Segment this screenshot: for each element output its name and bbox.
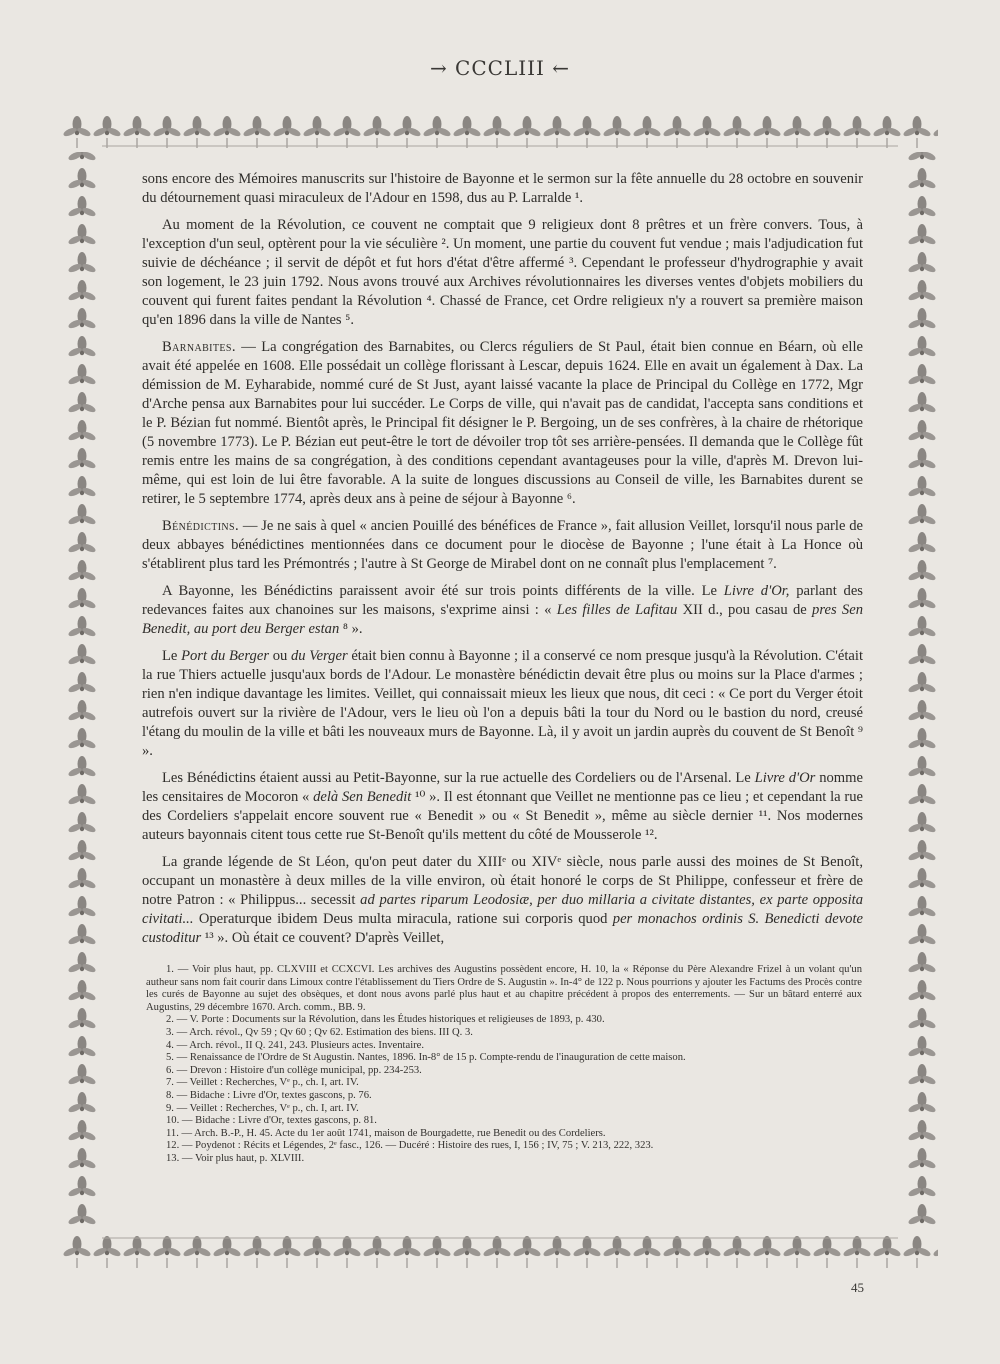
footnote: 12. — Poydenot : Récits et Légendes, 2ᵉ fasc., 126. — Ducéré : Histoire des rues, I, 156 ; IV, 75 ; V. 213, 222, 323. — [166, 1140, 654, 1152]
footnote: 4. — Arch. révol., II Q. 241, 243. Plusieurs actes. Inventaire. — [166, 1039, 425, 1051]
footnote: 11. — Arch. B.-P., H. 45. Acte du 1er août 1741, maison de Bourgadette, rue Benedit ou des Cordeliers. — [166, 1127, 606, 1139]
footnotes — [146, 964, 862, 1166]
section-heading: Barnabites. — [162, 339, 236, 355]
paragraph: Les Bénédictins étaient aussi au Petit-Bayonne, sur la rue actuelle des Cordeliers ou de l'Arsenal. Le Livre d'Or nomme les censitaires de Mocoron « delà Sen Benedit ¹⁰ ». Il est étonnant que Veillet ne mentionne pas ce lieu ; et cependant la rue des Cordeliers s'appelait encore souvent rue « Benedit » ou « St Benedit », même au siècle dernier ¹¹. Nos modernes auteurs bayonnais citent tous cette rue St-Benoît qu'ils mettent du côté de Mousserole ¹². — [142, 770, 863, 843]
paragraph: Barnabites. — La congrégation des Barnabites, ou Clercs réguliers de St Paul, était bien connue en Béarn, où elle avait été appelée en 1608. Elle possédait un collège florissant à Lescar, depuis 1624. Elle en avait un également à Dax. La démission de M. Eyharabide, nommé curé de St Just, ayant laissé vacante la place de Principal du Collège en 1772, Mgr d'Arche pensa aux Barnabites pour lui succéder. Le Corps de ville, qui n'avait pas de candidat, l'accepta sans conditions et le P. Bézian fut nommé. Bientôt après, le Principal fit désigner le P. Bergoing, un de ses confrères, à la chaire de rhétorique (5 novembre 1773). Le P. Bézian eut peut-être le tort de dévoiler trop tôt ses arrière-pensées. Il demanda que le Collège fût remis entre les mains de sa congrégation, à des conditions cependant avantageuses pour la ville, d'après M. Drevon lui-même, qui est loin de lui être favorable. A la suite de longues discussions au Conseil de ville, les Barnabites durent se retirer, le 5 septembre 1774, après deux ans à peine de séjour à Bayonne ⁶. — [142, 339, 863, 507]
footnote: 9. — Veillet : Recherches, Vᵉ p., ch. I, art. IV. — [166, 1102, 359, 1114]
paragraph: A Bayonne, les Bénédictins paraissent avoir été sur trois points différents de la ville. Le Livre d'Or, parlant des redevances faites aux chanoines sur les maisons, s'exprime ainsi : « Les filles de Lafitau XII d., pou casau de pres Sen Benedit, au port deu Berger estan ⁸ ». — [142, 583, 863, 637]
footnote: 7. — Veillet : Recherches, Vᵉ p., ch. I, art. IV. — [166, 1077, 359, 1089]
paragraph: La grande légende de St Léon, qu'on peut dater du XIIIᵉ ou XIVᵉ siècle, nous parle aussi des moines de St Benoît, occupant un monastère à deux milles de la ville environ, où était honoré le corps de St Philippe, confesseur et frère de notre Patron : « Philippus... secessit ad partes riparum Leodosiæ, per duo millaria a civitate distantes, ex parte opposita civitati... Operaturque ibidem Deus multa miracula, ratione sui corporis quod per monachos ordinis S. Benedicti devote custoditur ¹³ ». Où était ce couvent? D'après Veillet, — [142, 854, 864, 946]
footnote: 5. — Renaissance de l'Ordre de St Augustin. Nantes, 1896. In-8° de 15 p. Compte-rendu de l'inauguration de cette maison. — [166, 1052, 686, 1064]
paragraph: sons encore des Mémoires manuscrits sur l'histoire de Bayonne et le sermon sur la fête annuelle du 28 octobre en souvenir du détournement quasi miraculeux de l'Adour en 1598, dus au P. Larralde ¹. — [142, 171, 863, 206]
section-heading: Bénédictins. — [162, 518, 240, 534]
footnote: 1. — Voir plus haut, pp. CLXVIII et CCXCVI. Les archives des Augustins possèdent encore, H. 10, la « Réponse du Père Alexandre Frizel à un volant qu'un autheur sans nom fait courir dans Limoux contre l'établissement du Tiers Ordre de S. Augustin ». In-4° de 122 p. Nous pourrions y ajouter les Factums des Procès contre les curés de Bayonne au sujet des obsèques, et dont nous avons parlé plus haut et au chapitre précédent à propos des enterrements. — Sur un bâtard enterré aux Augustins, 29 décembre 1670. Arch. comm., BB. 9. — [146, 964, 862, 1013]
border-right — [898, 152, 938, 1232]
paragraph: Bénédictins. — Je ne sais à quel « ancien Pouillé des bénéfices de France », fait allusion Veillet, lorsqu'il nous parle de deux abbayes bénédictines mentionnées dans ce document pour le diocèse de Bayonne ; l'une était à La Honce où s'établirent plus tard les Prémontrés ; l'autre à St George de Mirabel dont on ne connaît plus l'emplacement ⁷. — [142, 518, 863, 572]
paragraph: Le Port du Berger ou du Verger était bien connu à Bayonne ; il a conservé ce nom presque jusqu'à la Révolution. C'était la rue Thiers actuelle jusqu'aux bords de l'Adour. Le monastère bénédictin devait être plus ou moins sur la Place d'armes ; rien n'en indique davantage les limites. Veillet, qui connaissait mieux les lieux que nous, dit ceci : « Ce port du Verger étoit autrefois ouvert sur la rivière de l'Adour, vers le lieu où l'on a depuis bâti la tour du Nord ou le bastion du nord, creusé l'étang du moulin de la ville et bâti les nouveaux murs de Bayonne. Là, il y avoit un jardin auprès du couvent de St Benoît ⁹ ». — [142, 648, 864, 759]
footnote: 13. — Voir plus haut, p. XLVIII. — [166, 1152, 305, 1164]
footnote: 6. — Drevon : Histoire d'un collège municipal, pp. 234-253. — [166, 1064, 422, 1076]
paragraph: Au moment de la Révolution, ce couvent ne comptait que 9 religieux dont 8 prêtres et un frère convers. Tous, à l'exception d'un seul, optèrent pour la vie séculière ². Un moment, une partie du couvent fut vendue ; mais l'adjudication fut suivie de déchéance ; il servit de dépôt et fut hors d'état d'être affermé ³. Cependant le professeur d'hydrographie y avait son logement, le 23 juin 1792. Nous avons trouvé aux Archives révolutionnaires les diverses ventes d'objets mobiliers du couvent qui furent faites pendant la Révolution ⁴. Chassé de France, cet Ordre religieux n'y a rouvert sa première maison qu'en 1896 dans la ville de Nantes ⁵. — [142, 217, 863, 328]
border-left — [62, 152, 102, 1232]
folio-number: 45 — [851, 1280, 864, 1295]
main-text — [142, 170, 863, 956]
footnote: 2. — V. Porte : Documents sur la Révolution, dans les Études historiques et religieuses de 1893, p. 430. — [166, 1014, 605, 1026]
page-number: → CCCLIII ← — [429, 56, 571, 80]
footnote: 8. — Bidache : Livre d'Or, textes gascons, p. 76. — [166, 1089, 372, 1101]
footnote: 10. — Bidache : Livre d'Or, textes gascons, p. 81. — [166, 1115, 377, 1127]
footnote: 3. — Arch. révol., Qv 59 ; Qv 60 ; Qv 62. Estimation des biens. III Q. 3. — [166, 1026, 473, 1038]
